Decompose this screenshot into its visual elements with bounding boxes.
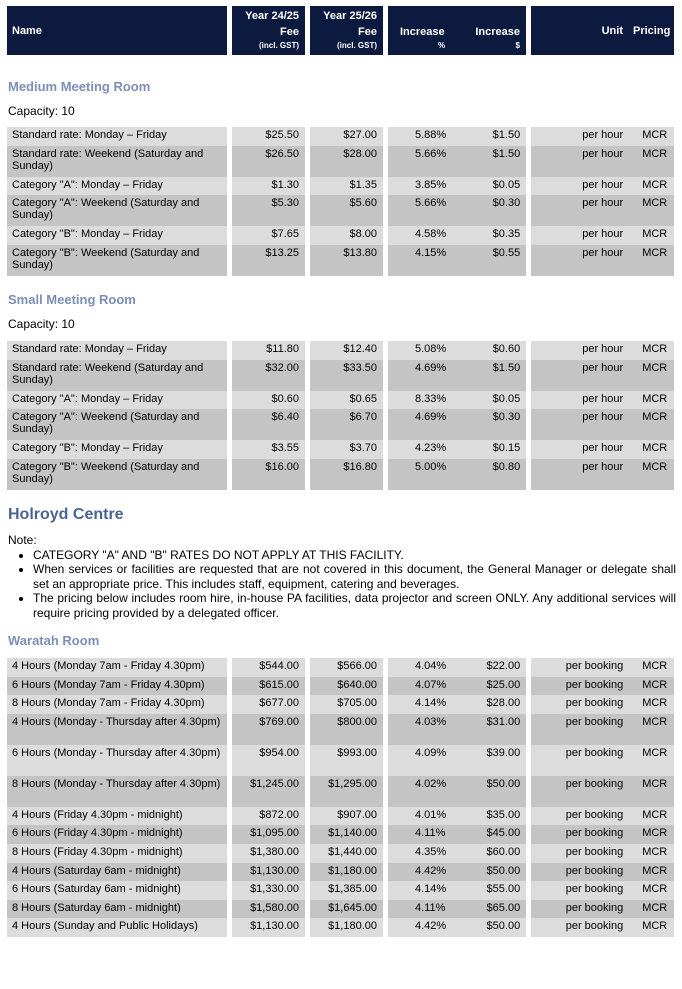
fee-2425-cell: $677.00 <box>232 695 305 714</box>
small-room-table <box>7 341 674 490</box>
row-name-cell: 4 Hours (Monday - Thursday after 4.30pm) <box>7 714 227 745</box>
unit-cell: per booking <box>531 776 629 807</box>
row-name-cell: Category "B": Weekend (Saturday and Sunday) <box>7 459 227 490</box>
row-name-cell: 6 Hours (Saturday 6am - midnight) <box>7 881 227 900</box>
fee-2526-cell: $16.80 <box>310 459 383 490</box>
row-name-cell: 8 Hours (Saturday 6am - midnight) <box>7 900 227 919</box>
increase-dollar-cell: $25.00 <box>451 677 526 696</box>
row-name-cell: Category "B": Monday – Friday <box>7 226 227 245</box>
table-row <box>7 226 674 245</box>
increase-percent-cell: 4.07% <box>388 677 451 696</box>
fee-2425-cell: $1,380.00 <box>232 844 305 863</box>
increase-dollar-cell: $1.50 <box>451 146 526 177</box>
increase-percent-cell: 3.85% <box>388 177 451 196</box>
fee-2526-cell: $705.00 <box>310 695 383 714</box>
fee-2425-cell: $1,095.00 <box>232 825 305 844</box>
fee-2425-cell: $26.50 <box>232 146 305 177</box>
unit-cell: per hour <box>531 341 629 360</box>
medium-room-table <box>7 127 674 276</box>
unit-cell: per booking <box>531 918 629 937</box>
fee-2526-cell: $27.00 <box>310 127 383 146</box>
header-pricing-cell <box>629 6 674 55</box>
unit-cell: per booking <box>531 900 629 919</box>
increase-percent-cell: 5.66% <box>388 195 451 226</box>
fee-2425-cell: $6.40 <box>232 409 305 440</box>
increase-dollar-cell: $50.00 <box>451 863 526 882</box>
increase-percent-cell: 4.09% <box>388 745 451 776</box>
fee-2526-cell: $28.00 <box>310 146 383 177</box>
header-pct-symbol: % <box>438 41 446 50</box>
table-row <box>7 459 674 490</box>
unit-cell: per booking <box>531 825 629 844</box>
header-name-cell <box>7 6 227 55</box>
fee-2425-cell: $872.00 <box>232 807 305 826</box>
pricing-cell: MCR <box>629 409 674 440</box>
note-item: • When services or facilities are requested that are not covered in this document, the General Manager or delegate shall set an appropriate price. This includes staff, equipment, catering and beverages. <box>33 562 676 591</box>
row-name-cell: Category "B": Weekend (Saturday and Sunday) <box>7 245 227 276</box>
unit-cell: per hour <box>531 245 629 276</box>
increase-percent-cell: 4.14% <box>388 695 451 714</box>
pricing-cell: MCR <box>629 825 674 844</box>
table-row <box>7 881 674 900</box>
note-item: • The pricing below includes room hire, in-house PA facilities, data projector and screen ONLY. Any additional services will require pricing provided by a delegated officer. <box>33 591 676 620</box>
pricing-cell: MCR <box>629 195 674 226</box>
fee-2526-cell: $5.60 <box>310 195 383 226</box>
increase-dollar-cell: $0.05 <box>451 177 526 196</box>
small-room-title: Small Meeting Room <box>8 292 136 307</box>
increase-percent-cell: 5.88% <box>388 127 451 146</box>
table-row <box>7 195 674 226</box>
increase-percent-cell: 4.04% <box>388 658 451 677</box>
note-item: • CATEGORY "A" AND "B" RATES DO NOT APPLY AT THIS FACILITY. <box>33 548 676 563</box>
increase-dollar-cell: $60.00 <box>451 844 526 863</box>
header-increase-pct-cell <box>388 6 451 55</box>
increase-dollar-cell: $0.05 <box>451 391 526 410</box>
header-increase-dollar-cell <box>451 6 526 55</box>
fee-2526-cell: $1,645.00 <box>310 900 383 919</box>
increase-dollar-cell: $50.00 <box>451 776 526 807</box>
pricing-cell: MCR <box>629 459 674 490</box>
header-gst2: (incl. GST) <box>337 41 377 50</box>
unit-cell: per hour <box>531 440 629 459</box>
row-name-cell: Standard rate: Weekend (Saturday and Sunday) <box>7 360 227 391</box>
fee-2526-cell: $12.40 <box>310 341 383 360</box>
pricing-cell: MCR <box>629 245 674 276</box>
increase-percent-cell: 5.00% <box>388 459 451 490</box>
fee-2526-cell: $907.00 <box>310 807 383 826</box>
increase-dollar-cell: $0.55 <box>451 245 526 276</box>
header-name: Name <box>12 25 42 37</box>
increase-percent-cell: 4.02% <box>388 776 451 807</box>
header-fee2: Fee <box>358 26 377 38</box>
increase-percent-cell: 5.66% <box>388 146 451 177</box>
row-name-cell: Standard rate: Monday – Friday <box>7 341 227 360</box>
row-name-cell: Category "A": Weekend (Saturday and Sunday) <box>7 409 227 440</box>
unit-cell: per hour <box>531 226 629 245</box>
table-row <box>7 341 674 360</box>
unit-cell: per hour <box>531 409 629 440</box>
row-name-cell: Category "A": Monday – Friday <box>7 177 227 196</box>
increase-dollar-cell: $0.80 <box>451 459 526 490</box>
pricing-cell: MCR <box>629 177 674 196</box>
increase-percent-cell: 8.33% <box>388 391 451 410</box>
fee-2425-cell: $1,245.00 <box>232 776 305 807</box>
header-year2-cell <box>310 6 383 55</box>
header-gst1: (incl. GST) <box>259 41 299 50</box>
fee-2526-cell: $993.00 <box>310 745 383 776</box>
row-name-cell: Standard rate: Monday – Friday <box>7 127 227 146</box>
unit-cell: per hour <box>531 195 629 226</box>
increase-percent-cell: 4.69% <box>388 360 451 391</box>
pricing-cell: MCR <box>629 918 674 937</box>
unit-cell: per booking <box>531 807 629 826</box>
pricing-cell: MCR <box>629 695 674 714</box>
table-row <box>7 658 674 677</box>
row-name-cell: 4 Hours (Sunday and Public Holidays) <box>7 918 227 937</box>
header-increase-dollar: Increase <box>475 26 520 38</box>
unit-cell: per booking <box>531 714 629 745</box>
pricing-cell: MCR <box>629 863 674 882</box>
waratah-room-table <box>7 658 674 937</box>
increase-percent-cell: 4.35% <box>388 844 451 863</box>
row-name-cell: Category "B": Monday – Friday <box>7 440 227 459</box>
fee-2425-cell: $7.65 <box>232 226 305 245</box>
table-row <box>7 714 674 745</box>
medium-room-capacity: Capacity: 10 <box>8 104 75 118</box>
pricing-cell: MCR <box>629 714 674 745</box>
unit-cell: per booking <box>531 844 629 863</box>
fee-2425-cell: $3.55 <box>232 440 305 459</box>
fee-2526-cell: $800.00 <box>310 714 383 745</box>
increase-dollar-cell: $39.00 <box>451 745 526 776</box>
increase-percent-cell: 4.03% <box>388 714 451 745</box>
fee-2526-cell: $640.00 <box>310 677 383 696</box>
increase-percent-cell: 4.69% <box>388 409 451 440</box>
fee-2526-cell: $1.35 <box>310 177 383 196</box>
unit-cell: per booking <box>531 658 629 677</box>
table-row <box>7 918 674 937</box>
table-row <box>7 745 674 776</box>
pricing-cell: MCR <box>629 677 674 696</box>
header-fee1: Fee <box>280 26 299 38</box>
fee-2526-cell: $1,295.00 <box>310 776 383 807</box>
fee-2526-cell: $1,440.00 <box>310 844 383 863</box>
table-row <box>7 844 674 863</box>
table-row <box>7 360 674 391</box>
row-name-cell: 8 Hours (Friday 4.30pm - midnight) <box>7 844 227 863</box>
pricing-cell: MCR <box>629 745 674 776</box>
row-name-cell: Category "A": Weekend (Saturday and Sunday) <box>7 195 227 226</box>
increase-percent-cell: 4.23% <box>388 440 451 459</box>
pricing-cell: MCR <box>629 341 674 360</box>
increase-dollar-cell: $22.00 <box>451 658 526 677</box>
unit-cell: per hour <box>531 459 629 490</box>
row-name-cell: 4 Hours (Friday 4.30pm - midnight) <box>7 807 227 826</box>
small-room-capacity: Capacity: 10 <box>8 317 75 331</box>
pricing-cell: MCR <box>629 127 674 146</box>
fee-2425-cell: $13.25 <box>232 245 305 276</box>
increase-dollar-cell: $0.30 <box>451 409 526 440</box>
fee-2526-cell: $8.00 <box>310 226 383 245</box>
increase-dollar-cell: $1.50 <box>451 360 526 391</box>
fee-2425-cell: $769.00 <box>232 714 305 745</box>
row-name-cell: 6 Hours (Monday 7am - Friday 4.30pm) <box>7 677 227 696</box>
increase-dollar-cell: $28.00 <box>451 695 526 714</box>
fee-2526-cell: $33.50 <box>310 360 383 391</box>
fee-2425-cell: $32.00 <box>232 360 305 391</box>
fee-2526-cell: $566.00 <box>310 658 383 677</box>
note-list <box>8 548 676 621</box>
increase-percent-cell: 4.42% <box>388 863 451 882</box>
table-row <box>7 177 674 196</box>
header-year1: Year 24/25 <box>245 10 299 22</box>
row-name-cell: 4 Hours (Monday 7am - Friday 4.30pm) <box>7 658 227 677</box>
table-row <box>7 440 674 459</box>
row-name-cell: 6 Hours (Friday 4.30pm - midnight) <box>7 825 227 844</box>
pricing-cell: MCR <box>629 440 674 459</box>
holroyd-centre-title: Holroyd Centre <box>8 506 124 523</box>
fee-2526-cell: $1,140.00 <box>310 825 383 844</box>
note-label: Note: <box>8 533 37 547</box>
increase-percent-cell: 4.15% <box>388 245 451 276</box>
table-row <box>7 391 674 410</box>
header-year2: Year 25/26 <box>323 10 377 22</box>
fee-2425-cell: $1,580.00 <box>232 900 305 919</box>
increase-percent-cell: 4.11% <box>388 825 451 844</box>
increase-dollar-cell: $45.00 <box>451 825 526 844</box>
header-increase-pct: Increase <box>400 26 445 38</box>
unit-cell: per booking <box>531 745 629 776</box>
fee-2526-cell: $3.70 <box>310 440 383 459</box>
header-pricing: Pricing <box>633 25 671 37</box>
fee-2526-cell: $1,385.00 <box>310 881 383 900</box>
fee-2425-cell: $0.60 <box>232 391 305 410</box>
pricing-cell: MCR <box>629 146 674 177</box>
increase-percent-cell: 5.08% <box>388 341 451 360</box>
pricing-cell: MCR <box>629 391 674 410</box>
unit-cell: per hour <box>531 360 629 391</box>
unit-cell: per hour <box>531 146 629 177</box>
table-row <box>7 146 674 177</box>
increase-percent-cell: 4.01% <box>388 807 451 826</box>
unit-cell: per booking <box>531 863 629 882</box>
fee-2526-cell: $13.80 <box>310 245 383 276</box>
increase-dollar-cell: $0.60 <box>451 341 526 360</box>
fee-2425-cell: $954.00 <box>232 745 305 776</box>
pricing-cell: MCR <box>629 844 674 863</box>
fee-2425-cell: $544.00 <box>232 658 305 677</box>
fee-2526-cell: $6.70 <box>310 409 383 440</box>
row-name-cell: 8 Hours (Monday - Thursday after 4.30pm) <box>7 776 227 807</box>
table-row <box>7 776 674 807</box>
medium-room-title: Medium Meeting Room <box>8 79 151 94</box>
increase-dollar-cell: $0.15 <box>451 440 526 459</box>
fee-2425-cell: $1,130.00 <box>232 863 305 882</box>
table-header <box>7 6 674 55</box>
unit-cell: per hour <box>531 391 629 410</box>
table-row <box>7 900 674 919</box>
header-unit-cell <box>531 6 629 55</box>
fee-2425-cell: $1.30 <box>232 177 305 196</box>
pricing-cell: MCR <box>629 807 674 826</box>
increase-percent-cell: 4.42% <box>388 918 451 937</box>
increase-percent-cell: 4.14% <box>388 881 451 900</box>
unit-cell: per hour <box>531 177 629 196</box>
header-unit: Unit <box>601 25 623 37</box>
fee-2526-cell: $1,180.00 <box>310 918 383 937</box>
row-name-cell: Standard rate: Weekend (Saturday and Sunday) <box>7 146 227 177</box>
increase-dollar-cell: $0.30 <box>451 195 526 226</box>
pricing-cell: MCR <box>629 360 674 391</box>
pricing-cell: MCR <box>629 776 674 807</box>
pricing-cell: MCR <box>629 900 674 919</box>
holroyd-note <box>8 533 676 620</box>
increase-percent-cell: 4.11% <box>388 900 451 919</box>
fee-2526-cell: $1,180.00 <box>310 863 383 882</box>
row-name-cell: 4 Hours (Saturday 6am - midnight) <box>7 863 227 882</box>
table-row <box>7 245 674 276</box>
waratah-room-title: Waratah Room <box>8 633 100 648</box>
pricing-cell: MCR <box>629 658 674 677</box>
increase-dollar-cell: $50.00 <box>451 918 526 937</box>
increase-dollar-cell: $0.35 <box>451 226 526 245</box>
fee-2425-cell: $5.30 <box>232 195 305 226</box>
table-row <box>7 677 674 696</box>
table-row <box>7 409 674 440</box>
pricing-cell: MCR <box>629 881 674 900</box>
pricing-cell: MCR <box>629 226 674 245</box>
unit-cell: per booking <box>531 881 629 900</box>
fee-2425-cell: $1,130.00 <box>232 918 305 937</box>
fee-2425-cell: $11.80 <box>232 341 305 360</box>
increase-percent-cell: 4.58% <box>388 226 451 245</box>
increase-dollar-cell: $1.50 <box>451 127 526 146</box>
fee-2526-cell: $0.65 <box>310 391 383 410</box>
increase-dollar-cell: $65.00 <box>451 900 526 919</box>
header-year1-cell <box>232 6 305 55</box>
increase-dollar-cell: $31.00 <box>451 714 526 745</box>
table-row <box>7 695 674 714</box>
table-row <box>7 863 674 882</box>
increase-dollar-cell: $35.00 <box>451 807 526 826</box>
fee-2425-cell: $1,330.00 <box>232 881 305 900</box>
row-name-cell: 8 Hours (Monday 7am - Friday 4.30pm) <box>7 695 227 714</box>
table-row <box>7 127 674 146</box>
table-row <box>7 807 674 826</box>
table-row <box>7 825 674 844</box>
unit-cell: per booking <box>531 695 629 714</box>
row-name-cell: Category "A": Monday – Friday <box>7 391 227 410</box>
unit-cell: per hour <box>531 127 629 146</box>
fee-2425-cell: $16.00 <box>232 459 305 490</box>
fee-2425-cell: $615.00 <box>232 677 305 696</box>
increase-dollar-cell: $55.00 <box>451 881 526 900</box>
unit-cell: per booking <box>531 677 629 696</box>
header-dollar-symbol: $ <box>515 41 520 50</box>
row-name-cell: 6 Hours (Monday - Thursday after 4.30pm) <box>7 745 227 776</box>
fee-2425-cell: $25.50 <box>232 127 305 146</box>
